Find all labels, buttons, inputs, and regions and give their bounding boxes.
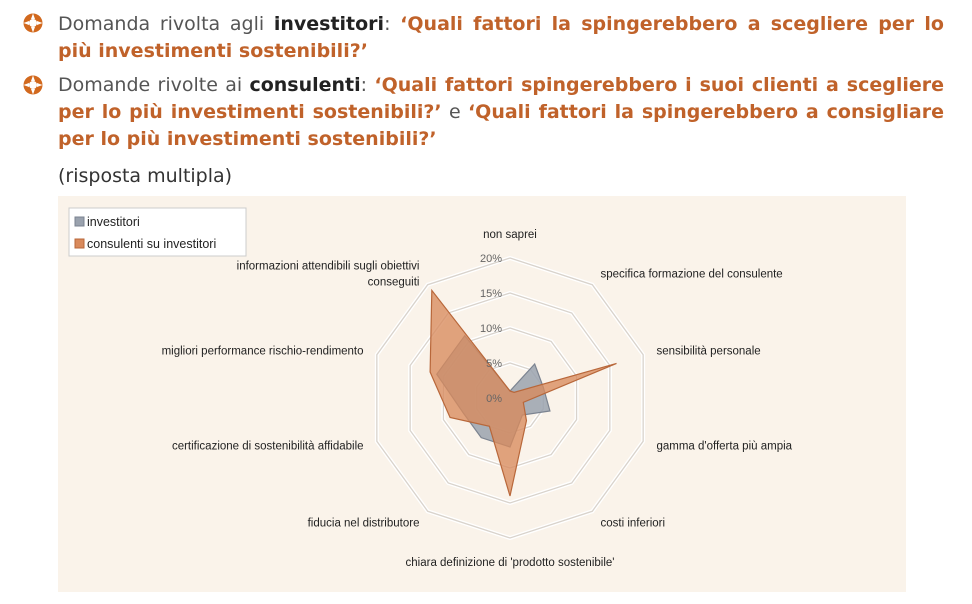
tick-label: 15% [479,288,502,300]
tick-label: 5% [486,358,502,370]
separator-text: : [360,74,375,96]
question-text-2: ‘Quali fattori la spingerebbero a consigliare per lo più investimenti sostenibili?’ [58,101,944,150]
question-text: ‘Quali fattori la spingerebbero a scegliere per lo più investimenti sostenibili?’ [58,13,944,62]
category-label: certificazione di sostenibilità affidabile [171,440,364,453]
category-label: conseguiti [367,276,420,289]
intro-text: Domanda rivolta agli [58,13,274,35]
category-label: informazioni attendibili sugli obiettivi [236,260,420,273]
keyword-consulenti: consulenti [249,74,361,96]
legend-swatch [75,239,84,248]
radar-chart-svg [58,196,906,592]
legend-swatch [75,217,84,226]
category-label: costi inferiori [600,517,666,530]
question-investitori [58,11,944,65]
joiner-text: e [441,101,468,123]
category-label: gamma d'offerta più ampia [656,440,793,453]
bullet-icon [22,12,44,34]
tick-label: 0% [486,393,502,405]
legend-label: investitori [87,215,140,229]
legend-label: consulenti su investitori [87,237,217,251]
keyword-investitori: investitori [273,13,385,35]
note-text: (risposta multipla) [58,165,233,187]
tick-label: 20% [479,253,502,265]
category-label: non saprei [483,229,537,241]
category-label: specifica formazione del consulente [600,268,783,281]
question-consulenti [58,72,944,153]
question-text-1: ‘Quali fattori spingerebbero i suoi clienti a scegliere per lo più investimenti sostenibili?’ [58,74,944,123]
tick-label: 10% [479,323,502,335]
category-label: migliori performance rischio-rendimento [161,345,364,358]
separator-text: : [384,13,401,35]
radar-chart [58,196,906,592]
category-label: chiara definizione di 'prodotto sostenibile' [405,557,615,569]
category-label: sensibilità personale [656,345,761,358]
intro-text: Domande rivolte ai [58,74,250,96]
bullet-icon [22,74,44,96]
category-label: fiducia nel distributore [307,517,420,530]
